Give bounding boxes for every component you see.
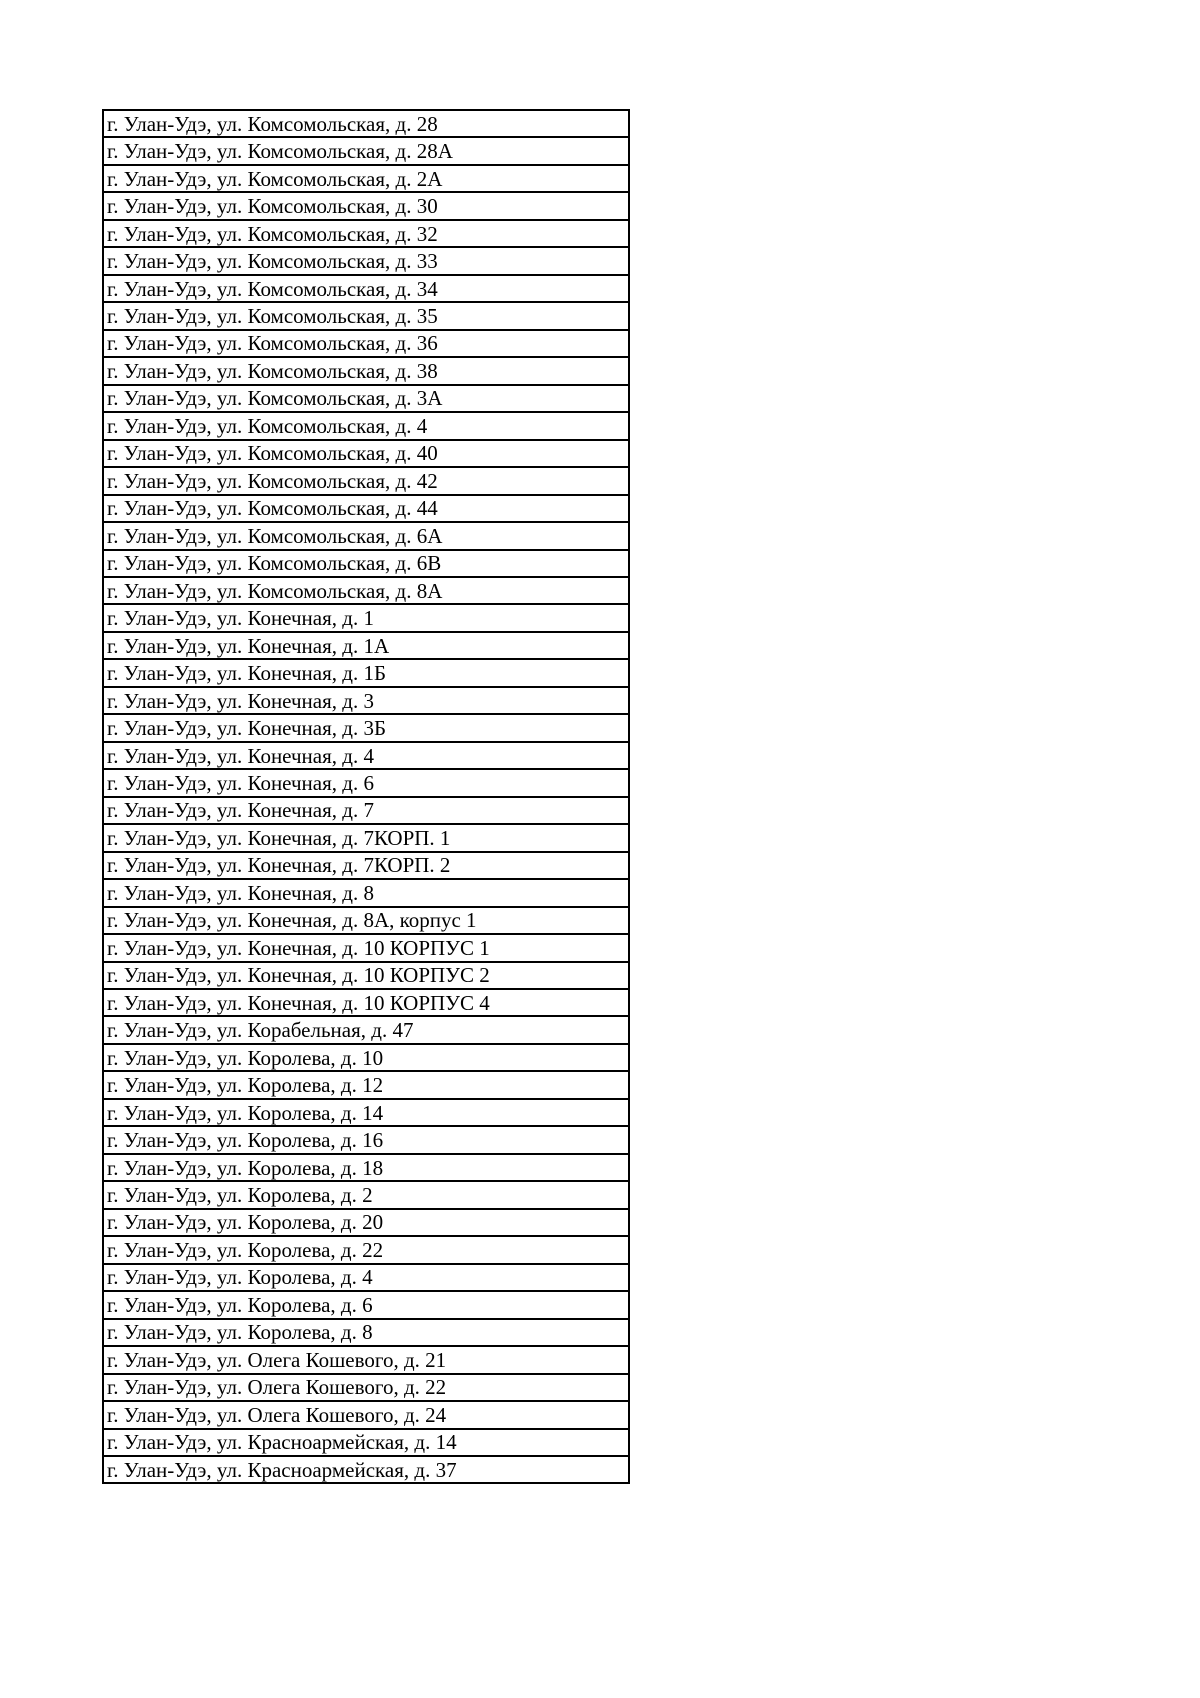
address-cell: г. Улан-Удэ, ул. Комсомольская, д. 34 — [103, 275, 629, 302]
address-cell: г. Улан-Удэ, ул. Комсомольская, д. 6В — [103, 550, 629, 577]
table-row — [103, 1071, 629, 1098]
address-cell: г. Улан-Удэ, ул. Конечная, д. 8 — [103, 879, 629, 906]
address-cell: г. Улан-Удэ, ул. Королева, д. 6 — [103, 1291, 629, 1318]
table-row — [103, 1044, 629, 1071]
table-row — [103, 577, 629, 604]
table-row — [103, 824, 629, 851]
table-row — [103, 604, 629, 631]
address-cell: г. Улан-Удэ, ул. Комсомольская, д. 40 — [103, 440, 629, 467]
table-row — [103, 412, 629, 439]
address-cell: г. Улан-Удэ, ул. Конечная, д. 10 КОРПУС 4 — [103, 989, 629, 1016]
table-row — [103, 550, 629, 577]
table-row — [103, 632, 629, 659]
address-cell: г. Улан-Удэ, ул. Королева, д. 12 — [103, 1071, 629, 1098]
address-cell: г. Улан-Удэ, ул. Красноармейская, д. 14 — [103, 1429, 629, 1456]
table-row — [103, 1374, 629, 1401]
table-row — [103, 742, 629, 769]
table-row — [103, 467, 629, 494]
address-cell: г. Улан-Удэ, ул. Конечная, д. 7 — [103, 797, 629, 824]
address-cell: г. Улан-Удэ, ул. Комсомольская, д. 2А — [103, 165, 629, 192]
table-row — [103, 1291, 629, 1318]
address-cell: г. Улан-Удэ, ул. Комсомольская, д. 33 — [103, 247, 629, 274]
table-row — [103, 989, 629, 1016]
table-row — [103, 797, 629, 824]
table-row — [103, 1181, 629, 1208]
table-row — [103, 1154, 629, 1181]
table-row — [103, 714, 629, 741]
table-row — [103, 357, 629, 384]
address-cell: г. Улан-Удэ, ул. Конечная, д. 7КОРП. 2 — [103, 852, 629, 879]
table-row — [103, 385, 629, 412]
address-cell: г. Улан-Удэ, ул. Королева, д. 8 — [103, 1319, 629, 1346]
table-row — [103, 907, 629, 934]
address-cell: г. Улан-Удэ, ул. Комсомольская, д. 38 — [103, 357, 629, 384]
address-cell: г. Улан-Удэ, ул. Комсомольская, д. 44 — [103, 495, 629, 522]
table-row — [103, 1126, 629, 1153]
address-cell: г. Улан-Удэ, ул. Красноармейская, д. 37 — [103, 1456, 629, 1483]
address-table — [102, 109, 630, 1484]
address-cell: г. Улан-Удэ, ул. Королева, д. 22 — [103, 1236, 629, 1263]
table-row — [103, 1429, 629, 1456]
table-row — [103, 275, 629, 302]
table-row — [103, 1016, 629, 1043]
table-row — [103, 852, 629, 879]
table-row — [103, 1264, 629, 1291]
address-cell: г. Улан-Удэ, ул. Конечная, д. 8А, корпус 1 — [103, 907, 629, 934]
address-cell: г. Улан-Удэ, ул. Королева, д. 10 — [103, 1044, 629, 1071]
table-row — [103, 1236, 629, 1263]
address-cell: г. Улан-Удэ, ул. Конечная, д. 3Б — [103, 714, 629, 741]
address-cell: г. Улан-Удэ, ул. Конечная, д. 10 КОРПУС 1 — [103, 934, 629, 961]
table-row — [103, 137, 629, 164]
table-row — [103, 110, 629, 137]
table-row — [103, 934, 629, 961]
address-table-body — [103, 110, 629, 1483]
address-cell: г. Улан-Удэ, ул. Комсомольская, д. 42 — [103, 467, 629, 494]
table-row — [103, 330, 629, 357]
table-row — [103, 440, 629, 467]
address-cell: г. Улан-Удэ, ул. Конечная, д. 7КОРП. 1 — [103, 824, 629, 851]
address-cell: г. Улан-Удэ, ул. Комсомольская, д. 32 — [103, 220, 629, 247]
address-cell: г. Улан-Удэ, ул. Королева, д. 4 — [103, 1264, 629, 1291]
address-cell: г. Улан-Удэ, ул. Комсомольская, д. 30 — [103, 192, 629, 219]
table-row — [103, 659, 629, 686]
address-cell: г. Улан-Удэ, ул. Королева, д. 20 — [103, 1209, 629, 1236]
address-cell: г. Улан-Удэ, ул. Комсомольская, д. 28 — [103, 110, 629, 137]
table-row — [103, 769, 629, 796]
address-cell: г. Улан-Удэ, ул. Конечная, д. 4 — [103, 742, 629, 769]
address-cell: г. Улан-Удэ, ул. Комсомольская, д. 8А — [103, 577, 629, 604]
address-cell: г. Улан-Удэ, ул. Комсомольская, д. 3А — [103, 385, 629, 412]
address-cell: г. Улан-Удэ, ул. Конечная, д. 1А — [103, 632, 629, 659]
address-cell: г. Улан-Удэ, ул. Олега Кошевого, д. 22 — [103, 1374, 629, 1401]
address-cell: г. Улан-Удэ, ул. Олега Кошевого, д. 21 — [103, 1346, 629, 1373]
table-row — [103, 1401, 629, 1428]
table-row — [103, 1209, 629, 1236]
address-cell: г. Улан-Удэ, ул. Комсомольская, д. 6А — [103, 522, 629, 549]
table-row — [103, 879, 629, 906]
address-cell: г. Улан-Удэ, ул. Королева, д. 16 — [103, 1126, 629, 1153]
address-cell: г. Улан-Удэ, ул. Комсомольская, д. 35 — [103, 302, 629, 329]
table-row — [103, 687, 629, 714]
table-row — [103, 192, 629, 219]
address-cell: г. Улан-Удэ, ул. Комсомольская, д. 28А — [103, 137, 629, 164]
table-row — [103, 247, 629, 274]
table-row — [103, 1319, 629, 1346]
address-cell: г. Улан-Удэ, ул. Олега Кошевого, д. 24 — [103, 1401, 629, 1428]
table-row — [103, 1346, 629, 1373]
address-cell: г. Улан-Удэ, ул. Королева, д. 18 — [103, 1154, 629, 1181]
address-cell: г. Улан-Удэ, ул. Комсомольская, д. 4 — [103, 412, 629, 439]
address-cell: г. Улан-Удэ, ул. Комсомольская, д. 36 — [103, 330, 629, 357]
address-cell: г. Улан-Удэ, ул. Королева, д. 14 — [103, 1099, 629, 1126]
table-row — [103, 1456, 629, 1483]
table-row — [103, 220, 629, 247]
address-cell: г. Улан-Удэ, ул. Конечная, д. 3 — [103, 687, 629, 714]
address-cell: г. Улан-Удэ, ул. Конечная, д. 10 КОРПУС 2 — [103, 962, 629, 989]
table-row — [103, 495, 629, 522]
table-row — [103, 165, 629, 192]
table-row — [103, 962, 629, 989]
address-cell: г. Улан-Удэ, ул. Королева, д. 2 — [103, 1181, 629, 1208]
address-cell: г. Улан-Удэ, ул. Конечная, д. 1Б — [103, 659, 629, 686]
table-row — [103, 1099, 629, 1126]
address-cell: г. Улан-Удэ, ул. Корабельная, д. 47 — [103, 1016, 629, 1043]
address-cell: г. Улан-Удэ, ул. Конечная, д. 1 — [103, 604, 629, 631]
address-cell: г. Улан-Удэ, ул. Конечная, д. 6 — [103, 769, 629, 796]
table-row — [103, 302, 629, 329]
table-row — [103, 522, 629, 549]
